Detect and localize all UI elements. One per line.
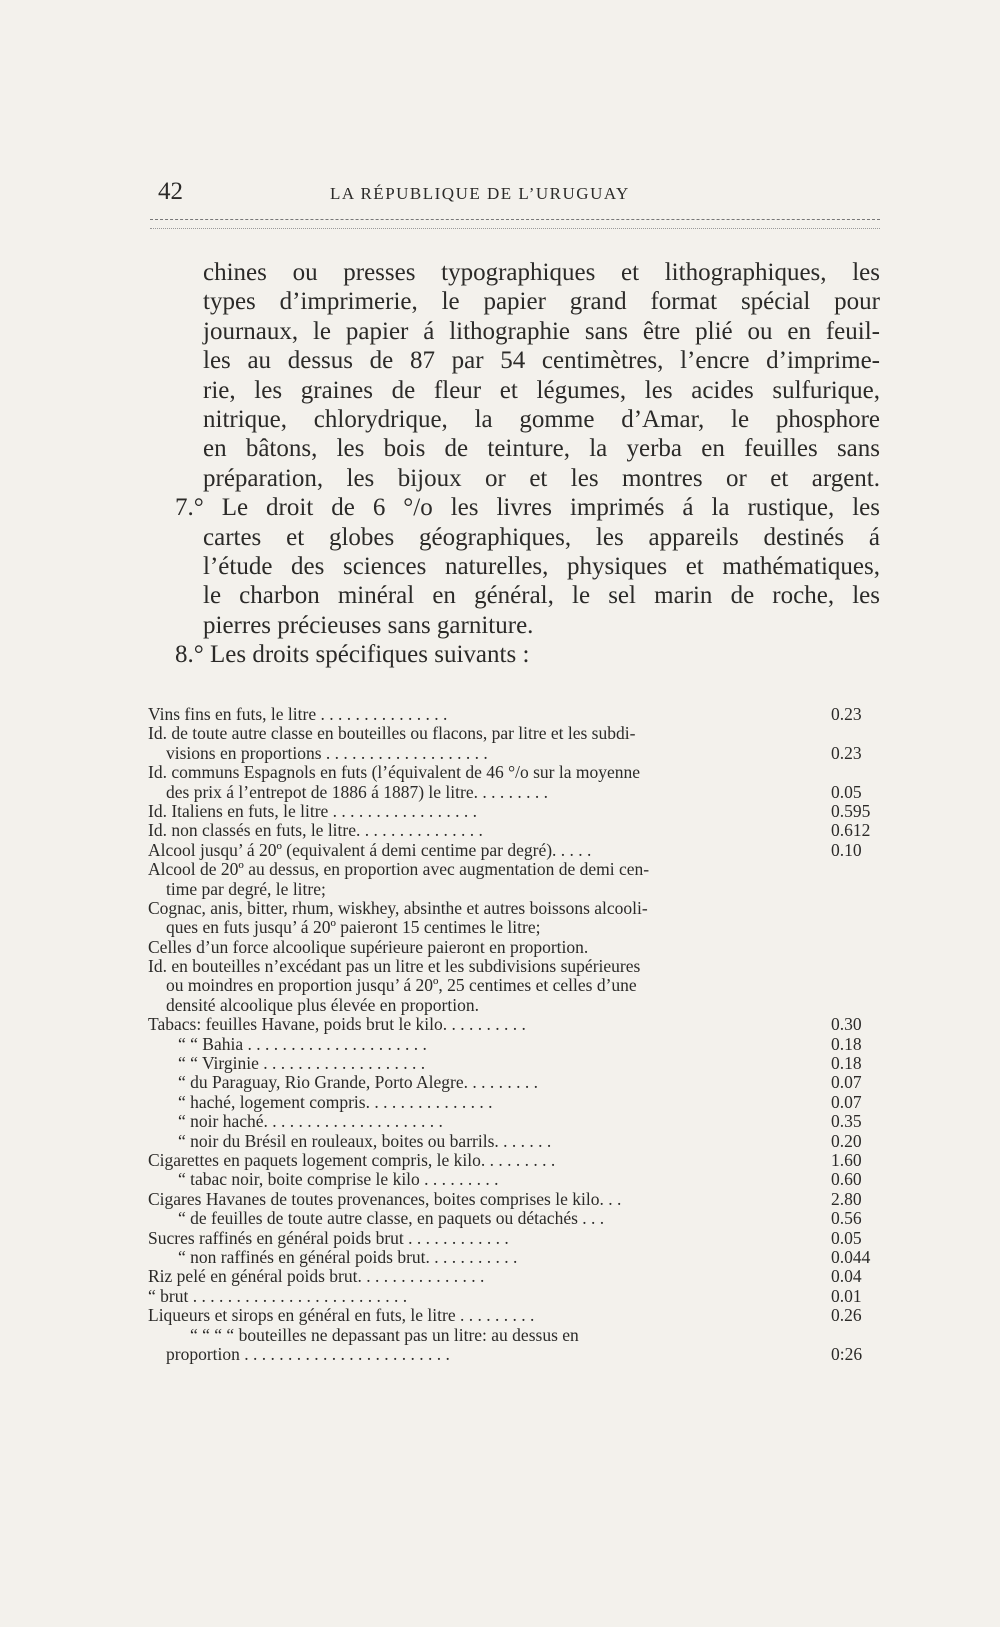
tariff-row [148, 1287, 883, 1306]
tariff-item: “ brut . . . . . . . . . . . . . . . . . . . . . . . . . [148, 1285, 408, 1306]
tariff-row [148, 821, 883, 840]
tariff-row [148, 938, 883, 957]
tariff-item: Tabacs: feuilles Havane, poids brut le kilo. . . . . . . . . . [148, 1014, 526, 1035]
tariff-value: 0:26 [831, 1343, 863, 1364]
main-text [150, 258, 880, 669]
tariff-row [148, 1306, 883, 1325]
tariff-item: Celles d’un force alcoolique supérieure paieront en proportion. [148, 936, 589, 957]
tariff-item: ques en futs jusqu’ á 20º paieront 15 centimes le litre; [166, 917, 541, 938]
tariff-item: Cognac, anis, bitter, rhum, wiskhey, absinthe et autres boissons alcooli- [148, 897, 648, 918]
tariff-row [148, 1112, 883, 1131]
page-number: 42 [158, 178, 183, 205]
tariff-table [148, 705, 883, 1364]
tariff-row [148, 705, 883, 724]
tariff-item: “ noir haché. . . . . . . . . . . . . . . . . . . . . [178, 1111, 443, 1132]
tariff-item: “ tabac noir, boite comprise le kilo . . . . . . . . . [178, 1169, 499, 1190]
tariff-value: 1.60 [831, 1149, 862, 1170]
tariff-value: 0.07 [831, 1091, 862, 1112]
tariff-item: “ “ Virginie . . . . . . . . . . . . . . . . . . . [178, 1053, 426, 1074]
tariff-row [148, 957, 883, 976]
tariff-row [148, 1326, 883, 1345]
tariff-row [148, 1170, 883, 1189]
tariff-item: “ de feuilles de toute autre classe, en paquets ou détachés . . . [178, 1208, 605, 1229]
text-line: rie, les graines de fleur et légumes, les acides sulfurique, [203, 376, 880, 404]
tariff-row [148, 802, 883, 821]
tariff-item: Cigares Havanes de toutes provenances, boites comprises le kilo. . . [148, 1188, 622, 1209]
tariff-row [148, 1093, 883, 1112]
tariff-row [148, 1132, 883, 1151]
header-rule [150, 219, 880, 229]
tariff-item: densité alcoolique plus élevée en proportion. [166, 994, 479, 1015]
tariff-item: “ noir du Brésil en rouleaux, boites ou barrils. . . . . . . [178, 1130, 552, 1151]
tariff-value: 0.30 [831, 1014, 862, 1035]
tariff-item: “ haché, logement compris. . . . . . . . . . . . . . . [178, 1091, 493, 1112]
tariff-row [148, 1345, 883, 1364]
tariff-item: time par degré, le litre; [166, 878, 326, 899]
tariff-value: 0.05 [831, 781, 862, 802]
tariff-value: 2.80 [831, 1188, 862, 1209]
text-line: les au dessus de 87 par 54 centimètres, l’encre d’imprime- [203, 347, 880, 375]
text-line: cartes et globes géographiques, les appareils destinés á [203, 523, 880, 551]
tariff-row [148, 1190, 883, 1209]
tariff-item: Alcool jusqu’ á 20º (equivalent á demi centime par degré). . . . . [148, 839, 592, 860]
tariff-item: Id. non classés en futs, le litre. . . . . . . . . . . . . . . [148, 820, 483, 841]
tariff-value: 0.18 [831, 1033, 862, 1054]
tariff-value: 0.20 [831, 1130, 862, 1151]
tariff-value: 0.23 [831, 704, 862, 724]
tariff-row [148, 918, 883, 937]
tariff-row [148, 724, 883, 743]
text-line: l’étude des sciences naturelles, physiques et mathématiques, [203, 552, 880, 580]
tariff-item: Alcool de 20º au dessus, en proportion avec augmentation de demi cen- [148, 859, 650, 880]
text-line: en bâtons, les bois de teinture, la yerba en feuilles sans [203, 435, 880, 463]
tariff-row [148, 1015, 883, 1034]
tariff-value: 0.18 [831, 1053, 862, 1074]
tariff-row [148, 899, 883, 918]
text-line: 7.° Le droit de 6 °/o les livres imprimés á la rustique, les [175, 494, 880, 522]
tariff-row [148, 783, 883, 802]
running-head [150, 178, 880, 208]
tariff-value: 0.35 [831, 1111, 862, 1132]
tariff-item: Riz pelé en général poids brut. . . . . . . . . . . . . . . [148, 1266, 485, 1287]
tariff-item: “ “ “ “ bouteilles ne depassant pas un litre: au dessus en [190, 1324, 579, 1345]
tariff-item: Vins fins en futs, le litre . . . . . . . . . . . . . . . [148, 704, 448, 724]
tariff-row [148, 1248, 883, 1267]
text-line: 8.° Les droits spécifiques suivants : [175, 641, 530, 669]
tariff-item: Liqueurs et sirops en général en futs, le litre . . . . . . . . . [148, 1305, 535, 1326]
tariff-item: Sucres raffinés en général poids brut . . . . . . . . . . . . [148, 1227, 509, 1248]
tariff-value: 0.56 [831, 1208, 862, 1229]
tariff-row [148, 841, 883, 860]
tariff-row [148, 976, 883, 995]
tariff-row [148, 1035, 883, 1054]
tariff-item: Id. en bouteilles n’excédant pas un litre et les subdivisions supérieures [148, 956, 641, 977]
tariff-value: 0.10 [831, 839, 862, 860]
tariff-item: ou moindres en proportion jusqu’ á 20º, 25 centimes et celles d’une [166, 975, 637, 996]
text-line: nitrique, chlorydrique, la gomme d’Amar, le phosphore [203, 405, 880, 433]
tariff-item: Id. communs Espagnols en futs (l’équivalent de 46 °/o sur la moyenne [148, 762, 641, 783]
tariff-value: 0.612 [831, 820, 871, 841]
tariff-item: “ “ Bahia . . . . . . . . . . . . . . . . . . . . . [178, 1033, 427, 1054]
tariff-value: 0.04 [831, 1266, 862, 1287]
text-line: chines ou presses typographiques et lithographiques, les [203, 259, 880, 286]
running-title: LA RÉPUBLIQUE DE L’URUGUAY [330, 184, 630, 203]
tariff-item: proportion . . . . . . . . . . . . . . . . . . . . . . . . [166, 1343, 450, 1364]
tariff-value: 0.595 [831, 800, 871, 821]
text-line: préparation, les bijoux or et les montres or et argent. [203, 464, 880, 492]
tariff-item: Id. Italiens en futs, le litre . . . . . . . . . . . . . . . . . [148, 800, 478, 821]
tariff-value: 0.26 [831, 1305, 862, 1326]
tariff-row [148, 744, 883, 763]
tariff-item: “ du Paraguay, Rio Grande, Porto Alegre. . . . . . . . . [178, 1072, 538, 1093]
tariff-item: Id. de toute autre classe en bouteilles ou flacons, par litre et les subdi- [148, 723, 636, 744]
tariff-row [148, 1073, 883, 1092]
tariff-row [148, 1151, 883, 1170]
text-line: le charbon minéral en général, le sel marin de roche, les [203, 582, 880, 610]
tariff-item: “ non raffinés en général poids brut. . . . . . . . . . . [178, 1246, 518, 1267]
tariff-row [148, 1209, 883, 1228]
tariff-value: 0.60 [831, 1169, 862, 1190]
tariff-row [148, 1267, 883, 1286]
tariff-item: visions en proportions . . . . . . . . . . . . . . . . . . . [166, 742, 488, 763]
text-line: types d’imprimerie, le papier grand format spécial pour [203, 288, 880, 316]
tariff-row [148, 996, 883, 1015]
tariff-row [148, 1229, 883, 1248]
text-line: journaux, le papier á lithographie sans être plié ou en feuil- [203, 317, 880, 345]
tariff-value: 0.23 [831, 742, 862, 763]
tariff-value: 0.05 [831, 1227, 862, 1248]
tariff-value: 0.01 [831, 1285, 862, 1306]
tariff-value: 0.044 [831, 1246, 871, 1267]
tariff-item: Cigarettes en paquets logement compris, le kilo. . . . . . . . . [148, 1149, 556, 1170]
tariff-row [148, 860, 883, 879]
tariff-row [148, 880, 883, 899]
tariff-row [148, 1054, 883, 1073]
tariff-item: des prix á l’entrepot de 1886 á 1887) le litre. . . . . . . . . [166, 781, 548, 802]
tariff-value: 0.07 [831, 1072, 862, 1093]
text-line: pierres précieuses sans garniture. [203, 611, 534, 639]
tariff-row [148, 763, 883, 782]
